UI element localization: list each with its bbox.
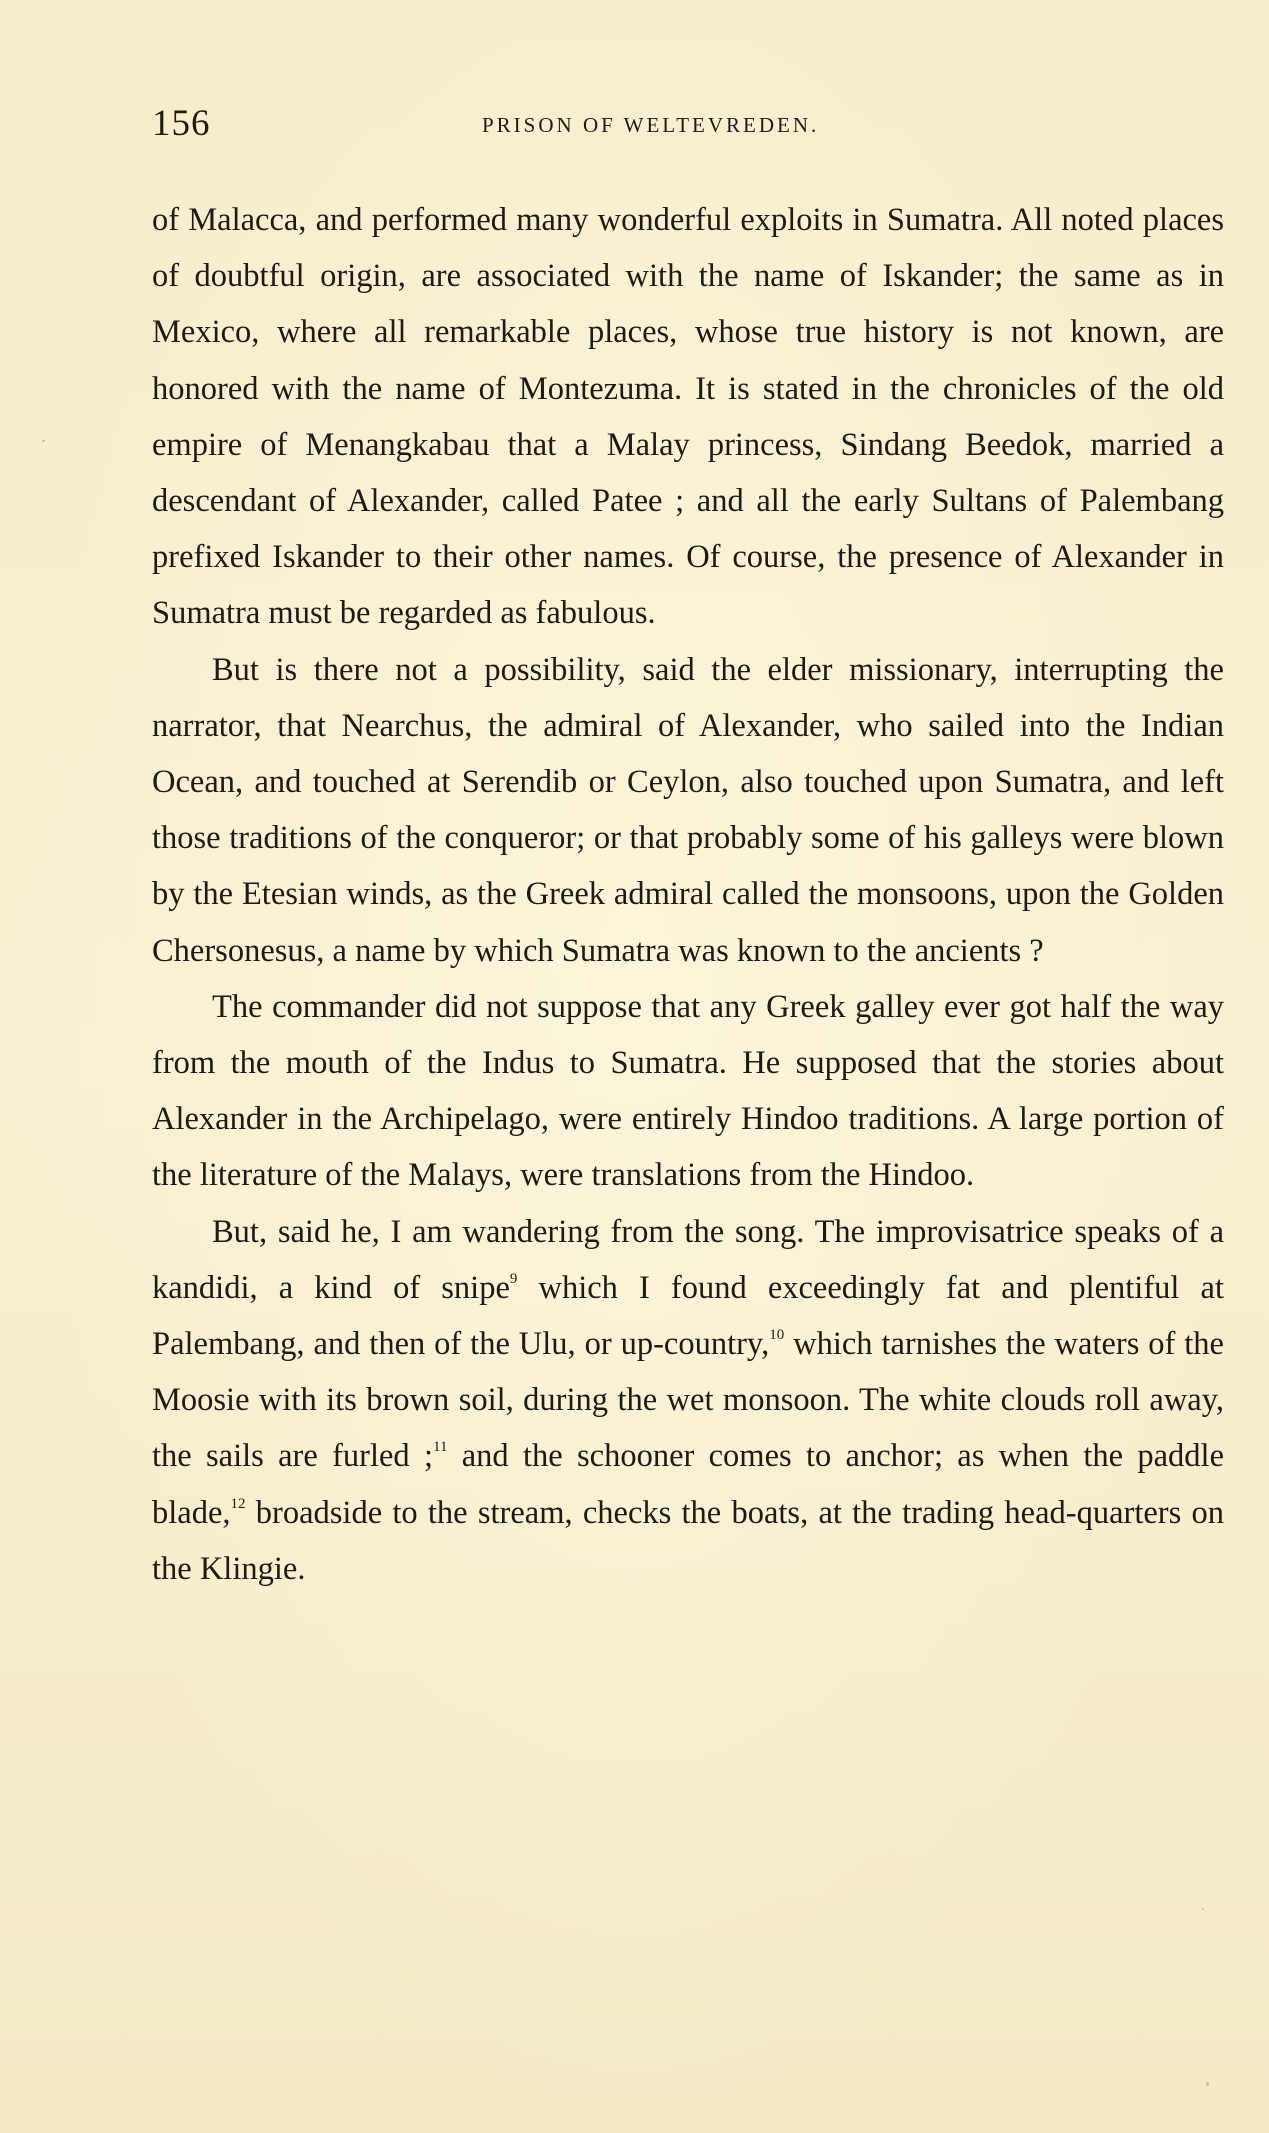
paper-speck [42, 440, 45, 442]
page-number: 156 [152, 103, 211, 144]
page-header [152, 104, 908, 144]
paragraph [152, 979, 1224, 1204]
paragraph-text: of Malacca, and performed many wonderful exploits in Sumatra. All noted places of doubtful origin, are associated with the name of Iskander; the same as in Mexico, where all remarkable places, whose true history is not known, are honored with the name of Montezuma. It is stated in the chronicles of the old empire of Menangkabau that a Malay princess, Sindang Beedok, married a descendant of Alexander, called Patee ; and all the early Sultans of Palembang prefixed Iskander to their other names. Of course, the presence of Alexander in Sumatra must be regarded as fabulous. [152, 202, 1224, 632]
paragraph-text: broadside to the stream, checks the boats, at the trading head-quarters on the Klingie. [152, 1494, 1224, 1587]
running-head: PRISON OF WELTEVREDEN. [482, 113, 820, 137]
paragraph-text: But is there not a possibility, said the elder missionary, interrupting the narrator, that Nearchus, the admiral of Alexander, who sailed into the Indian Ocean, and touched at Serendib or Ceylon, also touched upon Sumatra, and left those traditions of the conqueror; or that probably some of his galleys were blown by the Etesian winds, as the Greek admiral called the monsoons, upon the Golden Chersonesus, a name by which Sumatra was known to the ancients ? [152, 651, 1224, 969]
paragraph-text: which I found exceedingly fat and plentiful at Palembang, and then of the Ulu, or up-country, [152, 1269, 1224, 1363]
paragraph-text: which tarnishes the waters of the Moosie with its brown soil, during the wet monsoon. The white clouds roll away, the sails are furled ; [152, 1326, 1224, 1475]
footnote-ref: 12 [230, 1495, 246, 1512]
paragraph [152, 192, 1224, 642]
paragraph-text: But, said he, I am wandering from the song. The improvisatrice speaks of a kandidi, a kind of snipe [152, 1213, 1224, 1306]
paragraph [152, 642, 1224, 979]
paragraph-text: The commander did not suppose that any Greek galley ever got half the way from the mouth of the Indus to Sumatra. He supposed that the stories about Alexander in the Archipelago, were entirely Hindoo traditions. A large portion of the literature of the Malays, were translations from the Hindoo. [152, 988, 1224, 1194]
footnote-ref: 11 [433, 1439, 448, 1456]
paragraph [152, 1204, 1224, 1597]
footnote-ref: 9 [509, 1270, 518, 1287]
paper-speck [1206, 2082, 1209, 2086]
paragraph-text: and the schooner comes to anchor; as when the paddle blade, [152, 1438, 1224, 1531]
paper-speck [1202, 1908, 1204, 1910]
footnote-ref: 10 [769, 1327, 785, 1344]
body-text [152, 192, 1224, 1597]
